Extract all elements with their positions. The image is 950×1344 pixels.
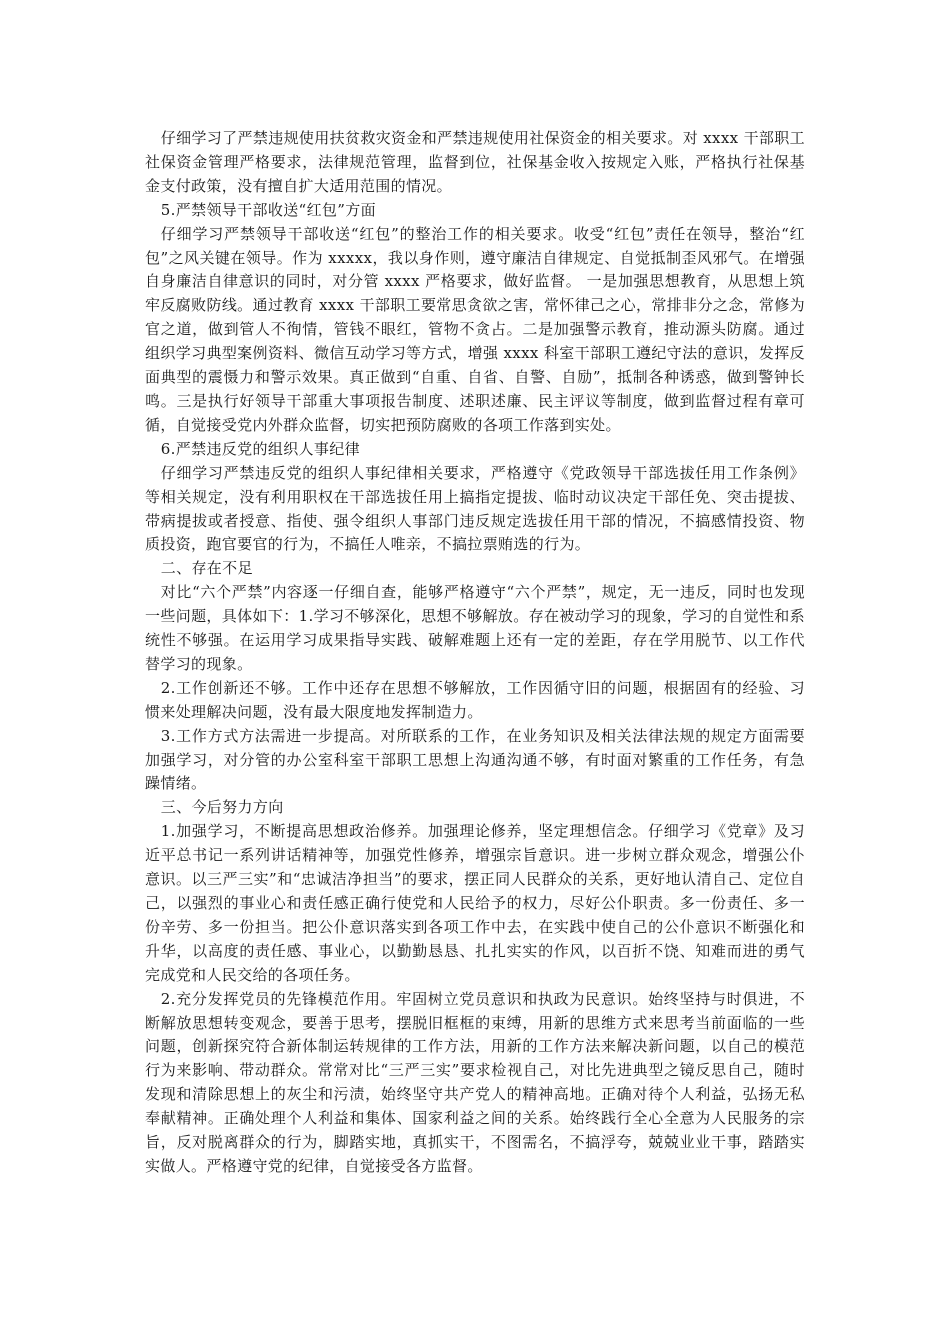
heading-red-envelope: 5.严禁领导干部收送“红包”方面 xyxy=(160,200,376,219)
document-body xyxy=(145,127,805,1179)
paragraph-shortcoming-2: 2.工作创新还不够。工作中还存在思想不够解放，工作因循守旧的问题，根据固有的经验、习惯来处理解决问题，没有最大限度地发挥制造力。 xyxy=(145,678,805,721)
heading-shortcomings: 二、存在不足 xyxy=(160,559,253,578)
paragraph-red-envelope: 仔细学习严禁领导干部收送“红包”的整治工作的相关要求。收受“红包”责任在领导，整治“红包”之风关键在领导。作为 xxxxx，我以身作则，遵守廉洁自律规定、自觉抵制歪风邪气。在增强自身廉洁自律意识的同时，对分管 xxxx 严格要求，做好监督。 一是加强思想教育，从思想上筑牢反腐败防线。通过教育 xxxx 干部职工要常思贪欲之害，常怀律己之心，常排非分之念，常修为官之道，做到管人不徇情，管钱不眼红，管物不贪占。二是加强警示教育，推动源头防腐。通过组织学习典型案例资料、微信互动学习等方式，增强 xxxx 科室干部职工遵纪守法的意识，发挥反面典型的震慑力和警示效果。真正做到“自重、自省、自警、自励”，抵制各种诱惑，做到警钟长鸣。三是执行好领导干部重大事项报告制度、述职述廉、民主评议等制度，做到监督过程有章可循，自觉接受党内外群众监督，切实把预防腐败的各项工作落到实处。 xyxy=(145,224,805,434)
heading-future-direction: 三、今后努力方向 xyxy=(160,798,284,817)
paragraph-social-security-funds: 仔细学习了严禁违规使用扶贫救灾资金和严禁违规使用社保资金的相关要求。对 xxxx 干部职工社保资金管理严格要求，法律规范管理，监督到位，社保基金收入按规定入账，严格执行社保基金支付政策，没有擅自扩大适用范围的情况。 xyxy=(145,129,805,195)
paragraph-shortcoming-1: 对比“六个严禁”内容逐一仔细自查，能够严格遵守“六个严禁”，规定，无一违反，同时也发现一些问题，具体如下：1.学习不够深化，思想不够解放。存在被动学习的现象，学习的自觉性和系统性不够强。在运用学习成果指导实践、破解难题上还有一定的差距，存在学用脱节、以工作代替学习的现象。 xyxy=(145,583,805,673)
paragraph-direction-1: 1.加强学习，不断提高思想政治修养。加强理论修养，坚定理想信念。仔细学习《党章》及习近平总书记一系列讲话精神等，加强党性修养，增强宗旨意识。进一步树立群众观念，增强公仆意识。以三严三实”和“忠诚洁净担当”的要求，摆正同人民群众的关系，更好地认清自己、定位自己，以强烈的事业心和责任感正确行使党和人民给予的权力，尽好公仆职责。多一份责任、多一份辛劳、多一份担当。把公仆意识落实到各项工作中去，在实践中使自己的公仆意识不断强化和升华，以高度的责任感、事业心，以勤勤恳恳、扎扎实实的作风，以百折不饶、知难而进的勇气完成党和人民交给的各项任务。 xyxy=(145,822,805,984)
paragraph-shortcoming-3: 3.工作方式方法需进一步提高。对所联系的工作，在业务知识及相关法律法规的规定方面需要加强学习，对分管的办公室科室干部职工思想上沟通沟通不够，有时面对繁重的工作任务，有急躁情绪。 xyxy=(145,726,805,793)
paragraph-personnel-discipline: 仔细学习严禁违反党的组织人事纪律相关要求，严格遵守《党政领导干部选拔任用工作条例》等相关规定，没有利用职权在干部选拔任用上搞指定提拔、临时动议决定干部任免、突击提拔、带病提拔或者授意、指使、强令组织人事部门违反规定选拔任用干部的情况，不搞感情投资、物质投资，跑官要官的行为，不搞任人唯亲，不搞拉票贿选的行为。 xyxy=(145,463,805,554)
paragraph-direction-2: 2.充分发挥党员的先锋模范作用。牢固树立党员意识和执政为民意识。始终坚持与时俱进，不断解放思想转变观念，要善于思考，摆脱旧框框的束缚，用新的思维方式来思考当前面临的一些问题，创新探究符合新体制运转规律的工作方法，用新的工作方法来解决新问题，以自己的模范行为来影响、带动群众。常常对比“三严三实”要求检视自己，对比先进典型之镜反思自己，随时发现和清除思想上的灰尘和污渍，始终坚守共产党人的精神高地。正确对待个人利益，弘扬无私奉献精神。正确处理个人利益和集体、国家利益之间的关系。始终践行全心全意为人民服务的宗旨，反对脱离群众的行为，脚踏实地，真抓实干，不图需名，不搞浮夸，兢兢业业干事，踏踏实实做人。严格遵守党的纪律，自觉接受各方监督。 xyxy=(145,989,805,1175)
heading-personnel-discipline: 6.严禁违反党的组织人事纪律 xyxy=(160,439,360,458)
